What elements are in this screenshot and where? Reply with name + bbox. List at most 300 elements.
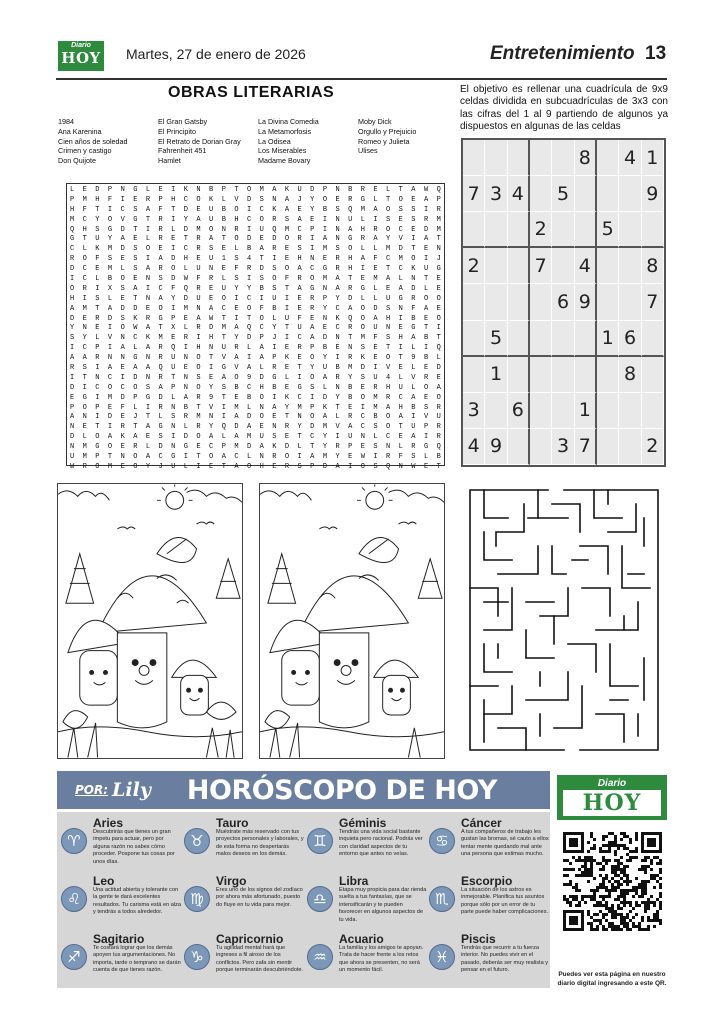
wordsearch-letter: N [322, 284, 328, 293]
sudoku-cell[interactable] [619, 212, 641, 248]
sudoku-cell[interactable]: 4 [619, 140, 641, 176]
sudoku-cell[interactable]: 4 [508, 176, 530, 212]
wordsearch-letter: U [95, 235, 100, 244]
wordsearch-letter: D [95, 186, 100, 194]
sudoku-cell[interactable] [552, 321, 574, 357]
wordsearch-letter: T [133, 294, 138, 303]
sudoku-cell[interactable] [575, 212, 597, 248]
wordsearch-letter: A [133, 364, 138, 373]
maze-puzzle [468, 488, 660, 752]
wordsearch-letter: U [259, 225, 264, 234]
sudoku-cell[interactable] [463, 321, 485, 357]
sudoku-cell[interactable] [530, 140, 552, 176]
wordsearch-letter: G [82, 393, 87, 402]
wordsearch-letter: M [107, 393, 113, 402]
wordsearch-letter: D [133, 304, 138, 313]
sudoku-cell[interactable] [508, 248, 530, 284]
wordsearch-letter: C [82, 344, 87, 353]
wordsearch-letter: S [158, 275, 163, 284]
logo-top-text: Diario [71, 42, 91, 49]
sudoku-cell[interactable] [508, 284, 530, 320]
wordsearch-letter: I [70, 275, 75, 284]
horoscope-sign-piscis [427, 930, 548, 987]
wordsearch-letter: S [386, 334, 391, 343]
wordsearch-letter: I [272, 393, 277, 402]
wordsearch-letter: U [171, 462, 176, 471]
wordsearch-letter: L [411, 344, 416, 353]
wordsearch-letter: S [133, 265, 138, 274]
wordsearch-letter: U [196, 265, 201, 274]
sudoku-cell[interactable]: 2 [463, 248, 485, 284]
wordsearch-letter: O [272, 275, 277, 284]
wordsearch-letter: O [284, 235, 290, 244]
sudoku-cell[interactable] [619, 284, 641, 320]
sudoku-cell[interactable] [642, 321, 664, 357]
sudoku-cell[interactable] [552, 393, 574, 429]
sudoku-cell[interactable]: 5 [485, 321, 507, 357]
qr-caption: Puedes ver esta página en nuestro diario digital ingresando a este QR. [557, 971, 667, 987]
wordsearch-letter: I [398, 344, 403, 353]
sudoku-cell[interactable]: 7 [575, 429, 597, 465]
wordsearch-letter: R [158, 403, 163, 412]
wordsearch-letter: B [348, 393, 353, 402]
sudoku-cell[interactable] [508, 357, 530, 393]
wordsearch-letter: I [171, 215, 176, 224]
wordsearch-letter: E [209, 462, 214, 471]
wordsearch-letter: A [133, 433, 138, 442]
wordsearch-letter: 4 [246, 255, 252, 264]
sudoku-cell[interactable]: 8 [642, 248, 664, 284]
wordsearch-letter: K [120, 433, 125, 442]
sudoku-cell[interactable]: 8 [619, 357, 641, 393]
wordsearch-letter: R [436, 403, 441, 412]
sudoku-cell[interactable] [530, 393, 552, 429]
wordsearch-letter: N [411, 275, 416, 284]
wordsearch-letter: N [196, 304, 201, 313]
sudoku-cell[interactable] [508, 212, 530, 248]
wordsearch-letter: I [272, 344, 277, 353]
sudoku-cell[interactable] [597, 393, 619, 429]
coloring-panel-left [57, 483, 243, 759]
wordsearch-letter: C [386, 433, 391, 442]
wordsearch-letter: V [107, 334, 113, 343]
wordsearch-letter: N [171, 403, 176, 412]
wordsearch-letter: R [284, 462, 290, 471]
wordsearch-letter: D [183, 294, 188, 303]
sudoku-cell[interactable]: 2 [530, 212, 552, 248]
sudoku-cell[interactable] [642, 393, 664, 429]
wordsearch-letter: S [423, 403, 429, 412]
wordsearch-letter: G [107, 225, 113, 234]
wordsearch-letter: E [158, 186, 163, 194]
wordsearch-letter: L [246, 403, 252, 412]
wordsearch-letter: E [259, 235, 264, 244]
wordsearch-letter: W [133, 324, 138, 333]
wordsearch-letter: C [234, 453, 239, 462]
wordsearch-letter: Y [310, 364, 315, 373]
wordsearch-letter: L [411, 383, 416, 392]
sudoku-cell[interactable] [508, 321, 530, 357]
wordsearch-letter: R [209, 275, 214, 284]
wordsearch-letter: U [297, 324, 302, 333]
wordsearch-letter: O [171, 265, 176, 274]
wordsearch-row [70, 285, 441, 295]
wordsearch-letter: F [411, 304, 416, 313]
wordsearch-letter: E [82, 423, 87, 432]
wordsearch-letter: S [259, 195, 264, 204]
wordsearch-letter: R [386, 393, 391, 402]
sudoku-cell[interactable] [485, 284, 507, 320]
wordsearch-letter: U [297, 186, 302, 194]
wordsearch-letter: D [246, 334, 252, 343]
wordsearch-letter: O [259, 314, 264, 323]
wordsearch-letter: A [272, 403, 277, 412]
sudoku-cell[interactable] [597, 176, 619, 212]
wordsearch-letter: O [246, 186, 252, 194]
wordsearch-letter: O [158, 304, 163, 313]
wordsearch-letter: O [386, 354, 391, 363]
wordsearch-letter: M [373, 403, 378, 412]
wordsearch-letter: S [221, 383, 226, 392]
wordsearch-letter: T [436, 334, 441, 343]
wordsearch-letter: G [411, 324, 416, 333]
wordsearch-letter: D [107, 413, 113, 422]
wordsearch-letter: O [196, 433, 201, 442]
wordsearch-letter: U [322, 364, 328, 373]
wordsearch-letter: B [246, 245, 252, 254]
wordsearch-letter: R [183, 413, 188, 422]
sudoku-cell[interactable]: 2 [642, 429, 664, 465]
wordsearch-letter: M [196, 413, 201, 422]
sudoku-cell[interactable] [619, 176, 641, 212]
wordsearch-letter: B [322, 344, 328, 353]
wordsearch-letter: I [322, 225, 328, 234]
sudoku-cell[interactable]: 5 [597, 212, 619, 248]
sudoku-cell[interactable]: 4 [463, 429, 485, 465]
wordsearch-letter: I [436, 324, 441, 333]
wordsearch-letter: C [398, 265, 403, 274]
sudoku-cell[interactable]: 1 [642, 140, 664, 176]
sudoku-cell[interactable] [552, 248, 574, 284]
wordsearch-letter: A [70, 354, 75, 363]
sudoku-cell[interactable]: 5 [552, 176, 574, 212]
wordsearch-word: 1984 [58, 117, 74, 126]
wordsearch-letter: I [310, 235, 315, 244]
wordsearch-letter: R [310, 294, 315, 303]
wordsearch-row [70, 404, 441, 414]
wordsearch-row [70, 305, 441, 315]
wordsearch-letter: Y [322, 354, 328, 363]
sudoku-cell[interactable] [619, 248, 641, 284]
wordsearch-letter: E [436, 373, 441, 382]
wordsearch-letter: O [196, 195, 201, 204]
wordsearch-letter: R [373, 383, 378, 392]
wordsearch-letter: I [221, 413, 226, 422]
sudoku-cell[interactable] [508, 140, 530, 176]
wordsearch-letter: L [221, 433, 226, 442]
wordsearch-letter: I [145, 255, 151, 264]
wordsearch-letter: A [82, 354, 87, 363]
sudoku-cell[interactable] [485, 140, 507, 176]
wordsearch-letter: R [411, 294, 416, 303]
wordsearch-letter: P [158, 195, 163, 204]
wordsearch-row [70, 354, 441, 364]
sudoku-cell[interactable]: 6 [619, 321, 641, 357]
wordsearch-letter: B [423, 334, 429, 343]
wordsearch-letter: E [145, 304, 151, 313]
sudoku-cell[interactable]: 7 [463, 176, 485, 212]
sign-text: Etapa muy propicia para dar rienda suelta a tus fantasías, que se intensificarán y te pueden favorecer en algunos aspectos de tu vida. [339, 887, 427, 923]
sudoku-cell[interactable] [597, 140, 619, 176]
wordsearch-letter: I [373, 364, 378, 373]
sudoku-cell[interactable] [597, 357, 619, 393]
wordsearch-letter: R [82, 284, 87, 293]
sudoku-cell[interactable]: 9 [485, 429, 507, 465]
wordsearch-letter: A [373, 205, 378, 214]
wordsearch-letter: R [158, 235, 163, 244]
wordsearch-letter: E [221, 265, 226, 274]
sudoku-cell[interactable]: 6 [552, 284, 574, 320]
sudoku-cell[interactable] [619, 393, 641, 429]
wordsearch-letter: H [386, 314, 391, 323]
wordsearch-word: Moby Dick [358, 117, 392, 126]
wordsearch-letter: Y [310, 195, 315, 204]
sudoku-cell[interactable]: 3 [485, 176, 507, 212]
wordsearch-letter: N [360, 433, 365, 442]
wordsearch-letter: R [70, 364, 75, 373]
sudoku-cell[interactable]: 1 [485, 357, 507, 393]
wordsearch-letter: A [158, 383, 163, 392]
sudoku-cell[interactable]: 7 [642, 284, 664, 320]
sudoku-cell[interactable] [597, 284, 619, 320]
sudoku-cell[interactable] [575, 321, 597, 357]
wordsearch-letter: D [398, 245, 403, 254]
sudoku-cell[interactable] [530, 357, 552, 393]
wordsearch-letter: Q [436, 186, 441, 194]
wordsearch-letter: S [158, 433, 163, 442]
wordsearch-letter: B [246, 393, 252, 402]
wordsearch-letter: B [348, 383, 353, 392]
wordsearch-letter: S [411, 215, 416, 224]
maze-drawing [468, 488, 660, 752]
sudoku-cell[interactable] [463, 212, 485, 248]
wordsearch-letter: M [234, 403, 239, 412]
sudoku-cell[interactable] [530, 429, 552, 465]
wordsearch-letter: L [360, 245, 365, 254]
sudoku-cell[interactable] [642, 212, 664, 248]
wordsearch-letter: E [373, 354, 378, 363]
wordsearch-letter: M [70, 215, 75, 224]
wordsearch-letter: D [348, 294, 353, 303]
wordsearch-letter: E [82, 186, 87, 194]
header-divider [56, 78, 667, 80]
sudoku-cell[interactable] [619, 429, 641, 465]
sudoku-cell[interactable]: 1 [575, 393, 597, 429]
wordsearch-letter: I [348, 462, 353, 471]
wordsearch-letter: G [133, 215, 138, 224]
wordsearch-letter: B [272, 383, 277, 392]
wordsearch-letter: S [145, 383, 151, 392]
wordsearch-row [70, 196, 441, 206]
wordsearch-letter: R [360, 186, 365, 194]
wordsearch-letter: V [335, 423, 340, 432]
wordsearch-letter: C [221, 304, 226, 313]
sudoku-cell[interactable] [642, 357, 664, 393]
sudoku-cell[interactable]: 7 [530, 248, 552, 284]
sudoku-cell[interactable] [485, 248, 507, 284]
wordsearch-letter: A [411, 334, 416, 343]
wordsearch-letter: C [398, 393, 403, 402]
wordsearch-letter: O [423, 383, 429, 392]
wordsearch-letter: R [234, 225, 239, 234]
wordsearch-letter: T [423, 275, 429, 284]
sudoku-cell[interactable]: 6 [508, 393, 530, 429]
sudoku-cell[interactable]: 3 [552, 429, 574, 465]
wordsearch-letter: S [133, 205, 138, 214]
wordsearch-letter: N [145, 275, 151, 284]
wordsearch-letter: H [259, 383, 264, 392]
sign-name: Tauro [216, 816, 249, 830]
wordsearch-letter: I [234, 314, 239, 323]
sudoku-cell[interactable]: 4 [575, 248, 597, 284]
sudoku-cell[interactable] [463, 357, 485, 393]
wordsearch-letter: N [335, 383, 340, 392]
wordsearch-letter: E [107, 403, 113, 412]
wordsearch-letter: E [398, 215, 403, 224]
wordsearch-letter: F [234, 265, 239, 274]
wordsearch-letter: O [284, 265, 290, 274]
wordsearch-letter: D [171, 275, 176, 284]
wordsearch-letter: L [183, 423, 188, 432]
wordsearch-letter: L [145, 235, 151, 244]
wordsearch-letter: Y [310, 205, 315, 214]
wordsearch-letter: E [322, 324, 328, 333]
wordsearch-letter: I [171, 433, 176, 442]
wordsearch-letter: S [297, 462, 302, 471]
wordsearch-row [70, 324, 441, 334]
sudoku-cell[interactable] [552, 212, 574, 248]
wordsearch-letter: D [360, 364, 365, 373]
wordsearch-letter: U [373, 324, 378, 333]
wordsearch-letter: I [272, 255, 277, 264]
wordsearch-letter: N [335, 334, 340, 343]
wordsearch-letter: A [133, 284, 138, 293]
wordsearch-letter: R [272, 364, 277, 373]
sudoku-cell[interactable] [463, 284, 485, 320]
wordsearch-letter: U [209, 255, 214, 264]
wordsearch-letter: N [310, 255, 315, 264]
wordsearch-letter: R [348, 324, 353, 333]
wordsearch-letter: P [171, 383, 176, 392]
wordsearch-letter: T [209, 354, 214, 363]
wordsearch-letter: A [234, 413, 239, 422]
wordsearch-letter: A [209, 433, 214, 442]
wordsearch-letter: I [284, 304, 290, 313]
wordsearch-letter: O [310, 373, 315, 382]
sudoku-cell[interactable]: 8 [575, 140, 597, 176]
sudoku-cell[interactable] [530, 321, 552, 357]
sudoku-cell[interactable] [552, 357, 574, 393]
wordsearch-letter: S [272, 433, 277, 442]
wordsearch-letter: I [183, 453, 188, 462]
wordsearch-title: OBRAS LITERARIAS [168, 84, 335, 101]
sudoku-cell[interactable] [597, 248, 619, 284]
sudoku-cell[interactable] [463, 140, 485, 176]
horoscope-sign-cáncer [427, 814, 548, 871]
sudoku-cell[interactable] [597, 429, 619, 465]
wordsearch-letter: A [436, 383, 441, 392]
wordsearch-letter: I [259, 294, 264, 303]
wordsearch-letter: O [133, 462, 138, 471]
wordsearch-letter: O [360, 324, 365, 333]
wordsearch-letter: B [373, 413, 378, 422]
wordsearch-letter: E [436, 304, 441, 313]
wordsearch-letter: R [436, 433, 441, 442]
sudoku-cell[interactable] [575, 176, 597, 212]
wordsearch-letter: H [82, 225, 87, 234]
wordsearch-letter: U [209, 215, 214, 224]
wordsearch-letter: I [70, 373, 75, 382]
sudoku-cell[interactable] [485, 393, 507, 429]
wordsearch-letter: U [209, 205, 214, 214]
wordsearch-letter: C [107, 373, 113, 382]
wordsearch-letter: N [259, 453, 264, 462]
wordsearch-letter: N [120, 186, 125, 194]
wordsearch-letter: R [373, 225, 378, 234]
wordsearch-letter: N [145, 294, 151, 303]
wordsearch-letter: B [259, 284, 264, 293]
wordsearch-letter: O [310, 275, 315, 284]
sudoku-cell[interactable] [530, 176, 552, 212]
wordsearch-letter: X [171, 324, 176, 333]
sudoku-cell[interactable] [575, 357, 597, 393]
wordsearch-letter: E [145, 433, 151, 442]
wordsearch-letter: T [171, 373, 176, 382]
wordsearch-letter: T [411, 245, 416, 254]
sudoku-cell[interactable]: 3 [463, 393, 485, 429]
sudoku-cell[interactable] [508, 429, 530, 465]
wordsearch-letter: M [107, 462, 113, 471]
wordsearch-letter: I [120, 373, 125, 382]
sudoku-cell[interactable] [552, 140, 574, 176]
wordsearch-letter: Q [436, 443, 441, 452]
wordsearch-letter: N [70, 443, 75, 452]
wordsearch-letter: A [310, 334, 315, 343]
wordsearch-letter: I [284, 294, 290, 303]
wordsearch-letter: N [95, 373, 100, 382]
qr-code[interactable] [563, 832, 662, 931]
sudoku-cell[interactable]: 9 [575, 284, 597, 320]
wordsearch-letter: D [411, 284, 416, 293]
wordsearch-letter: A [234, 433, 239, 442]
wordsearch-letter: R [246, 265, 252, 274]
wordsearch-letter: T [171, 205, 176, 214]
wordsearch-letter: W [70, 462, 75, 471]
wordsearch-letter: S [107, 255, 113, 264]
sudoku-cell[interactable]: 9 [642, 176, 664, 212]
sudoku-cell[interactable] [530, 284, 552, 320]
wordsearch-letter: A [335, 462, 340, 471]
wordsearch-letter: U [348, 215, 353, 224]
sudoku-cell[interactable] [485, 212, 507, 248]
wordsearch-letter: M [107, 245, 113, 254]
wordsearch-letter: L [411, 364, 416, 373]
wordsearch-letter: Y [386, 235, 391, 244]
wordsearch-letter: F [284, 275, 290, 284]
sudoku-cell[interactable]: 1 [597, 321, 619, 357]
wordsearch-letter: E [297, 304, 302, 313]
wordsearch-letter: H [386, 383, 391, 392]
